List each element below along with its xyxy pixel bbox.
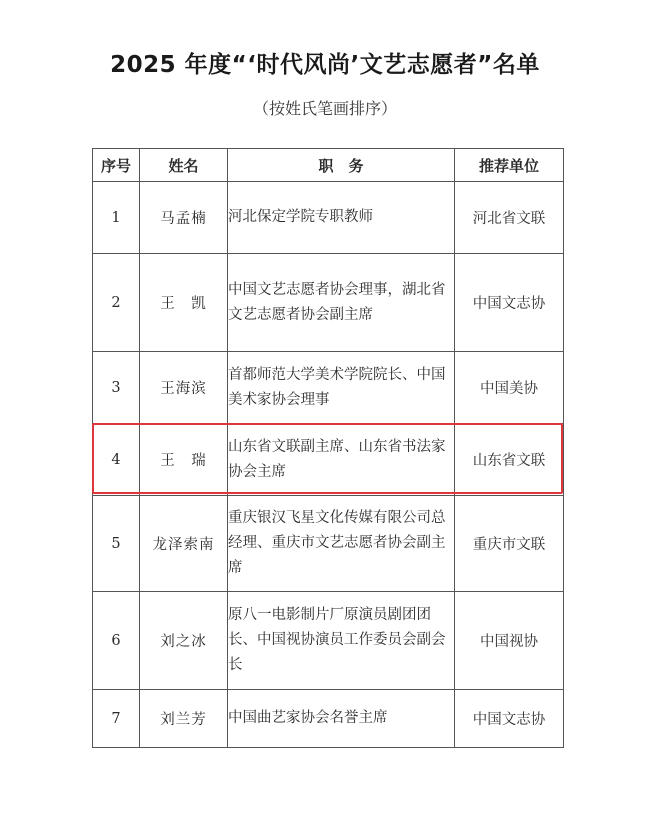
- row-name: 刘之冰: [140, 592, 228, 690]
- row-no: 4: [93, 424, 140, 496]
- row-position: 重庆银汉飞星文化传媒有限公司总经理、重庆市文艺志愿者协会副主席: [228, 496, 455, 592]
- row-no: 1: [93, 182, 140, 254]
- table-header-row: [93, 149, 564, 182]
- row-unit: 中国文志协: [455, 254, 564, 352]
- row-position: 中国文艺志愿者协会理事，湖北省文艺志愿者协会副主席: [228, 254, 455, 352]
- table-row: [93, 182, 564, 254]
- row-name: 龙泽索南: [140, 496, 228, 592]
- header-name: 姓名: [140, 149, 228, 182]
- header-unit: 推荐单位: [455, 149, 564, 182]
- table-row: [93, 254, 564, 352]
- header-position: 职 务: [228, 149, 455, 182]
- header-no: 序号: [93, 149, 140, 182]
- row-no: 6: [93, 592, 140, 690]
- table-row-highlighted: [93, 424, 564, 496]
- row-position: 河北保定学院专职教师: [228, 182, 455, 254]
- row-no: 2: [93, 254, 140, 352]
- document-subtitle: （按姓氏笔画排序）: [252, 99, 397, 118]
- row-no: 5: [93, 496, 140, 592]
- table-row: [93, 690, 564, 748]
- volunteer-roster-table: [92, 148, 564, 748]
- table-row: [93, 496, 564, 592]
- row-position: 山东省文联副主席、山东省书法家协会主席: [228, 424, 455, 496]
- row-name: 刘兰芳: [140, 690, 228, 748]
- row-unit: 中国美协: [455, 352, 564, 424]
- row-unit: 中国文志协: [455, 690, 564, 748]
- row-unit: 河北省文联: [455, 182, 564, 254]
- row-unit: 山东省文联: [455, 424, 564, 496]
- row-position: 中国曲艺家协会名誉主席: [228, 690, 455, 748]
- row-name: 王 凯: [140, 254, 228, 352]
- document-title: 2025 年度“‘时代风尚’文艺志愿者”名单: [110, 52, 540, 78]
- row-name: 王海滨: [140, 352, 228, 424]
- row-no: 7: [93, 690, 140, 748]
- table-row: [93, 592, 564, 690]
- row-name: 马孟楠: [140, 182, 228, 254]
- row-no: 3: [93, 352, 140, 424]
- table-row: [93, 352, 564, 424]
- row-position: 原八一电影制片厂原演员剧团团长、中国视协演员工作委员会副会长: [228, 592, 455, 690]
- row-unit: 中国视协: [455, 592, 564, 690]
- row-name: 王 瑞: [140, 424, 228, 496]
- row-position: 首都师范大学美术学院院长、中国美术家协会理事: [228, 352, 455, 424]
- row-unit: 重庆市文联: [455, 496, 564, 592]
